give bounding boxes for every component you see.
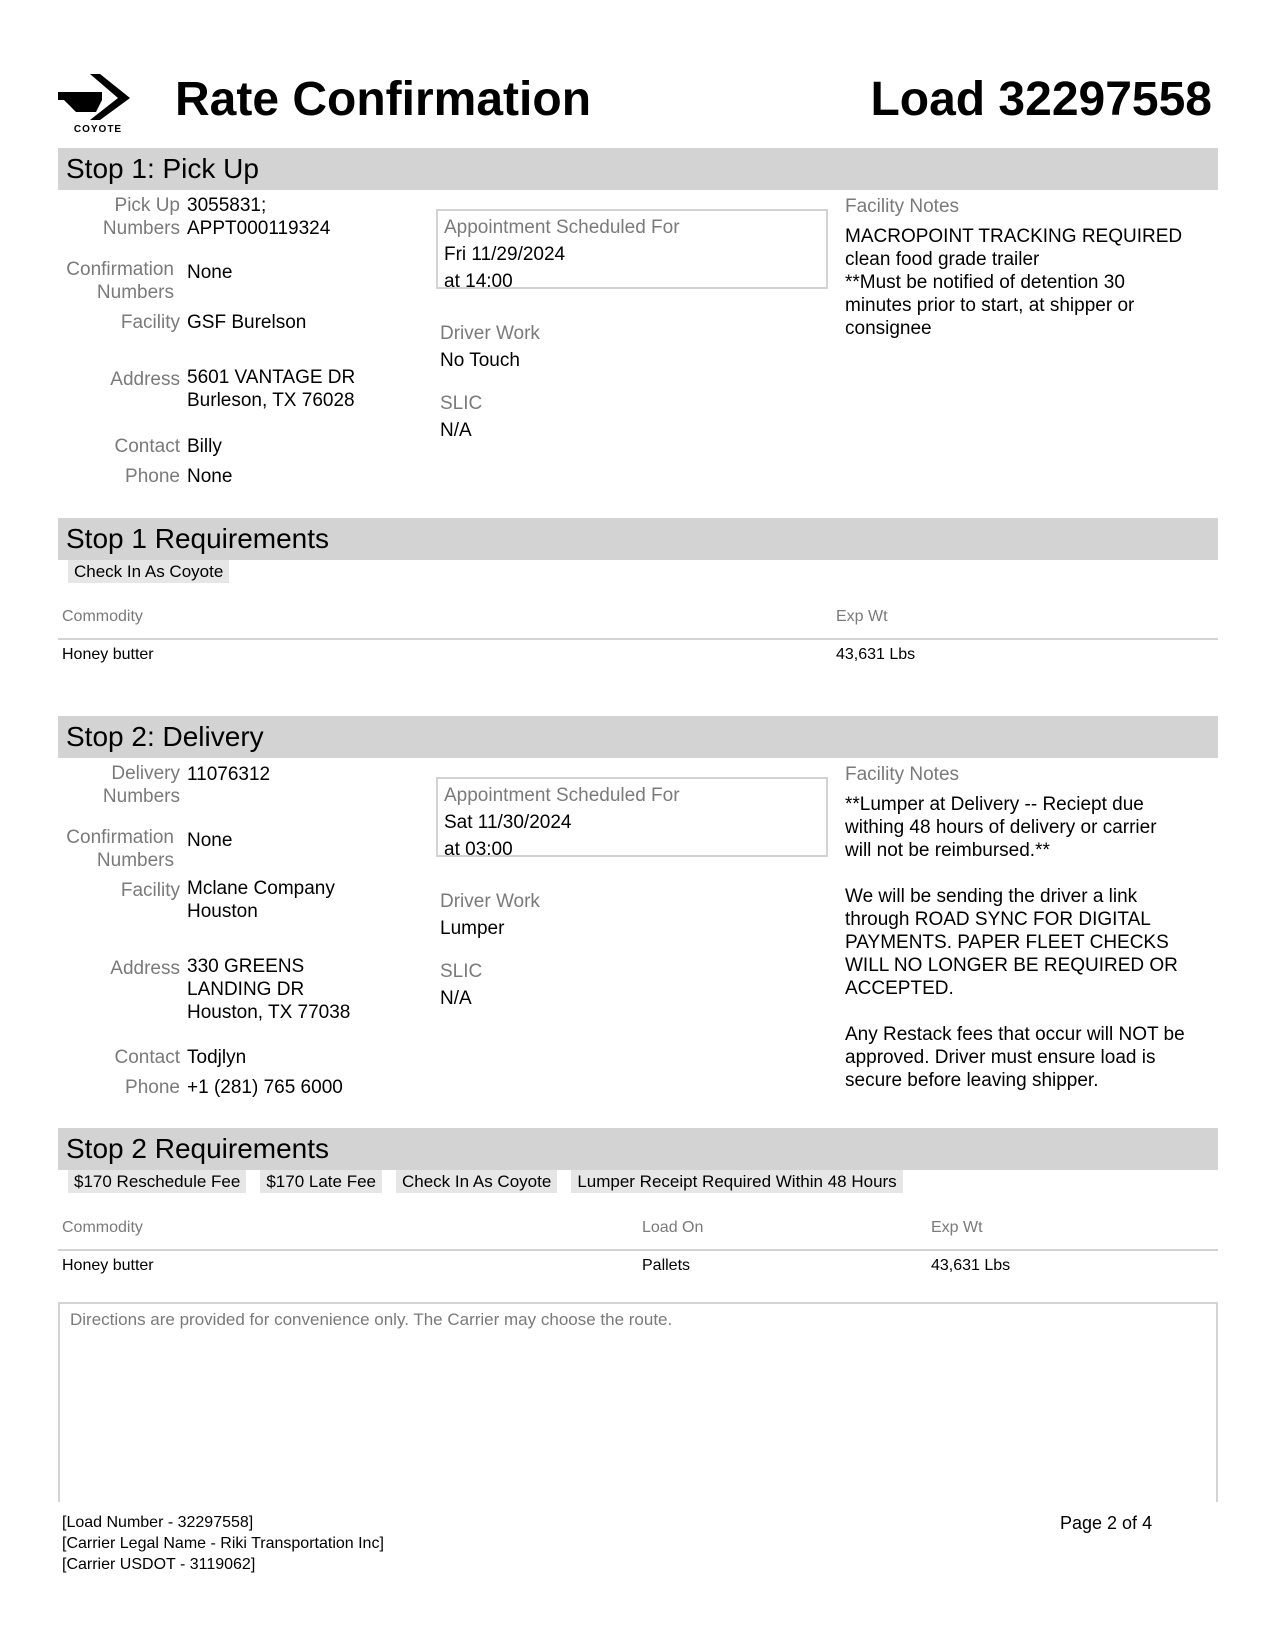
footer-carrier-name: [Carrier Legal Name - Riki Transportation Inc] [62,1535,384,1552]
slic-label: SLIC [440,961,483,982]
appointment-date: Fri 11/29/2024 [444,244,566,265]
contact-label: Contact [114,1047,180,1068]
appointment-title: Appointment Scheduled For [444,217,680,238]
appointment-time: at 03:00 [444,839,513,860]
address-value: 5601 VANTAGE DR Burleson, TX 76028 [187,367,356,411]
commodity-cell: Honey butter [62,1257,154,1274]
stop1-requirements-heading: Stop 1 Requirements [66,523,330,554]
pickup-numbers-label: Pick Up Numbers [102,195,180,239]
requirement-tag: $170 Reschedule Fee [68,1170,246,1193]
exp-wt-cell: 43,631 Lbs [836,646,916,663]
exp-wt-cell: 43,631 Lbs [931,1257,1011,1274]
commodity-header: Commodity [62,608,143,625]
load-on-header: Load On [642,1219,704,1236]
slic-value: N/A [440,420,472,441]
facility-notes: MACROPOINT TRACKING REQUIRED clean food grade trailer **Must be notified of detention 30 minutes prior to start, at shipper or consignee [845,226,1183,339]
contact-label: Contact [114,436,180,457]
appointment-time: at 14:00 [444,271,513,292]
logo-text: COYOTE [73,124,123,135]
facility-label: Facility [120,312,180,333]
contact-value: Todjlyn [187,1047,247,1068]
appointment-date: Sat 11/30/2024 [444,812,572,833]
load-number-title: Load 32297558 [870,73,1212,126]
driver-work-value: Lumper [440,918,505,939]
load-on-cell: Pallets [642,1257,691,1274]
appointment-title: Appointment Scheduled For [444,785,680,806]
slic-label: SLIC [440,393,483,414]
stop2-requirements-heading: Stop 2 Requirements [66,1133,330,1164]
commodity-cell: Honey butter [62,646,154,663]
phone-value: +1 (281) 765 6000 [187,1077,343,1098]
requirement-tag: $170 Late Fee [260,1170,382,1193]
facility-notes: **Lumper at Delivery -- Reciept due withing 48 hours of delivery or carrier will not be reimbursed.** We will be sending the driver a link through ROAD SYNC FOR DIGITAL PAYMENTS. PAPER FLEET CHECKS WILL NO LONGER BE REQUIRED OR ACCEPTED. Any Restack fees that occur will NOT be approved. Driver must ensure load is secure before leaving shipper. [845,794,1185,1091]
exp-wt-header: Exp Wt [931,1219,983,1236]
exp-wt-header: Exp Wt [836,608,888,625]
delivery-numbers-label: Delivery Numbers [102,763,180,807]
phone-label: Phone [125,466,180,487]
facility-notes-label: Facility Notes [845,764,960,785]
phone-value: None [187,466,233,487]
stop2-appointment-box [436,777,828,860]
table-divider [58,638,1218,640]
table-divider [58,1249,1218,1251]
page-number: Page 2 of 4 [1060,1513,1153,1533]
confirmation-numbers-value: None [187,262,233,283]
footer-carrier-dot: [Carrier USDOT - 3119062] [62,1556,256,1573]
stop2-heading: Stop 2: Delivery [66,721,264,752]
coyote-logo-icon [56,72,140,122]
confirmation-numbers-label: Confirmation Numbers [66,259,174,303]
pickup-numbers-value: 3055831; APPT000119324 [187,195,331,239]
requirement-tag: Check In As Coyote [396,1170,557,1193]
coyote-logo [56,72,136,136]
stop2-header [58,716,1218,758]
facility-label: Facility [120,880,180,901]
address-label: Address [110,958,180,979]
facility-value: GSF Burelson [187,312,307,333]
stop1-heading: Stop 1: Pick Up [66,153,259,184]
requirement-tag: Lumper Receipt Required Within 48 Hours [571,1170,902,1193]
facility-notes-label: Facility Notes [845,196,960,217]
document-title: Rate Confirmation [175,73,592,126]
confirmation-numbers-value: None [187,830,233,851]
contact-value: Billy [187,436,222,457]
directions-note: Directions are provided for convenience only. The Carrier may choose the route. [70,1310,673,1329]
footer-info [62,1512,384,1575]
address-value: 330 GREENS LANDING DR Houston, TX 77038 [187,956,351,1023]
stop1-header [58,148,1218,190]
stop1-tags [68,560,229,583]
confirmation-numbers-label: Confirmation Numbers [66,827,174,871]
stop2-tags [68,1170,903,1193]
slic-value: N/A [440,988,472,1009]
stop1-appointment-box [436,209,828,292]
commodity-header: Commodity [62,1219,143,1236]
facility-value: Mclane Company Houston [187,878,335,922]
address-label: Address [110,369,180,390]
phone-label: Phone [125,1077,180,1098]
driver-work-label: Driver Work [440,323,540,344]
delivery-numbers-value: 11076312 [187,764,271,785]
requirement-tag: Check In As Coyote [68,560,229,583]
driver-work-label: Driver Work [440,891,540,912]
stop2-requirements-header [58,1128,1218,1170]
directions-box [58,1302,1218,1502]
driver-work-value: No Touch [440,350,520,371]
footer-load-number: [Load Number - 32297558] [62,1514,254,1531]
stop1-requirements-header [58,518,1218,560]
